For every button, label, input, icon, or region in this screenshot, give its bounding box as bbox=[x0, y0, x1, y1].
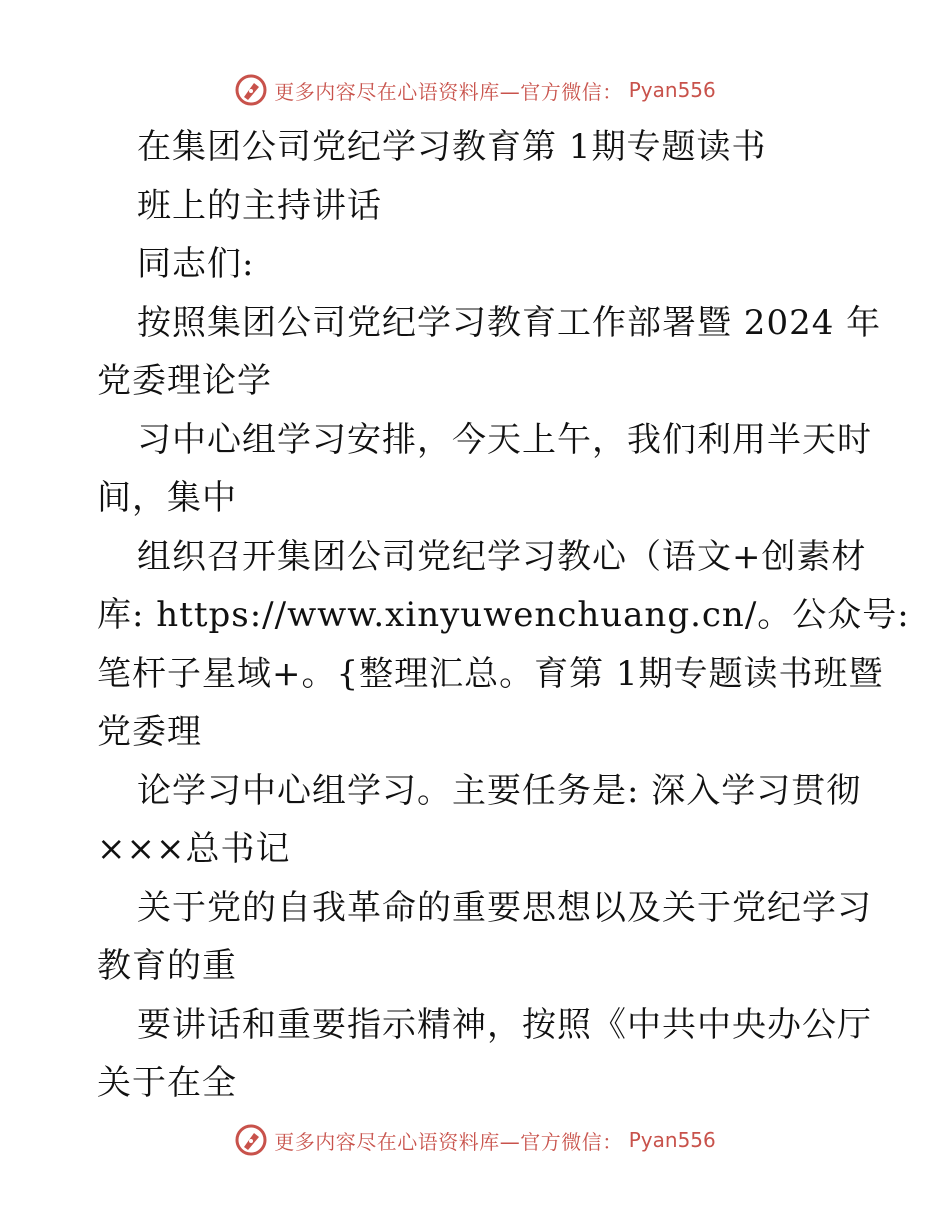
text-line: 库: https://www.xinyuwenchuang.cn/。公众号: bbox=[97, 595, 910, 635]
text-line: 关于党的自我革命的重要思想以及关于党纪学习 bbox=[137, 887, 872, 928]
text-line: 同志们: bbox=[137, 244, 255, 284]
document-body bbox=[97, 118, 910, 1113]
watermark-text: 更多内容尽在心语资料库—官方微信： bbox=[274, 1129, 623, 1154]
text-line: 习中心组学习安排，今天上午，我们利用半天时 bbox=[137, 419, 872, 460]
text-line: 党委理论学 bbox=[97, 361, 272, 401]
watermark-wechat-id: Pyan556 bbox=[628, 1128, 716, 1152]
pen-nib-logo-icon bbox=[234, 1123, 268, 1157]
watermark-wechat-id: Pyan556 bbox=[628, 78, 716, 102]
watermark-text: 更多内容尽在心语资料库—官方微信： bbox=[274, 79, 623, 104]
text-line: 组织召开集团公司党纪学习教心（语文+创素材 bbox=[137, 536, 867, 577]
text-line: ×××总书记 bbox=[97, 829, 291, 869]
text-line: 论学习中心组学习。主要任务是: 深入学习贯彻 bbox=[137, 770, 862, 811]
text-line: 班上的主持讲话 bbox=[137, 185, 382, 226]
footer-watermark bbox=[0, 1120, 950, 1160]
text-line: 间，集中 bbox=[97, 478, 237, 518]
text-line: 在集团公司党纪学习教育第 1期专题读书 bbox=[137, 127, 767, 167]
text-line: 按照集团公司党纪学习教育工作部署暨 2024 年 bbox=[137, 302, 882, 343]
pen-nib-logo-icon bbox=[234, 73, 268, 107]
text-line: 要讲话和重要指示精神，按照《中共中央办公厅 bbox=[137, 1004, 872, 1045]
text-line: 关于在全 bbox=[97, 1063, 237, 1103]
text-line: 笔杆子星域+。{整理汇总。育第 1期专题读书班暨 bbox=[97, 653, 884, 694]
text-line: 党委理 bbox=[97, 712, 202, 752]
header-watermark bbox=[0, 70, 950, 110]
text-line: 教育的重 bbox=[97, 946, 237, 986]
